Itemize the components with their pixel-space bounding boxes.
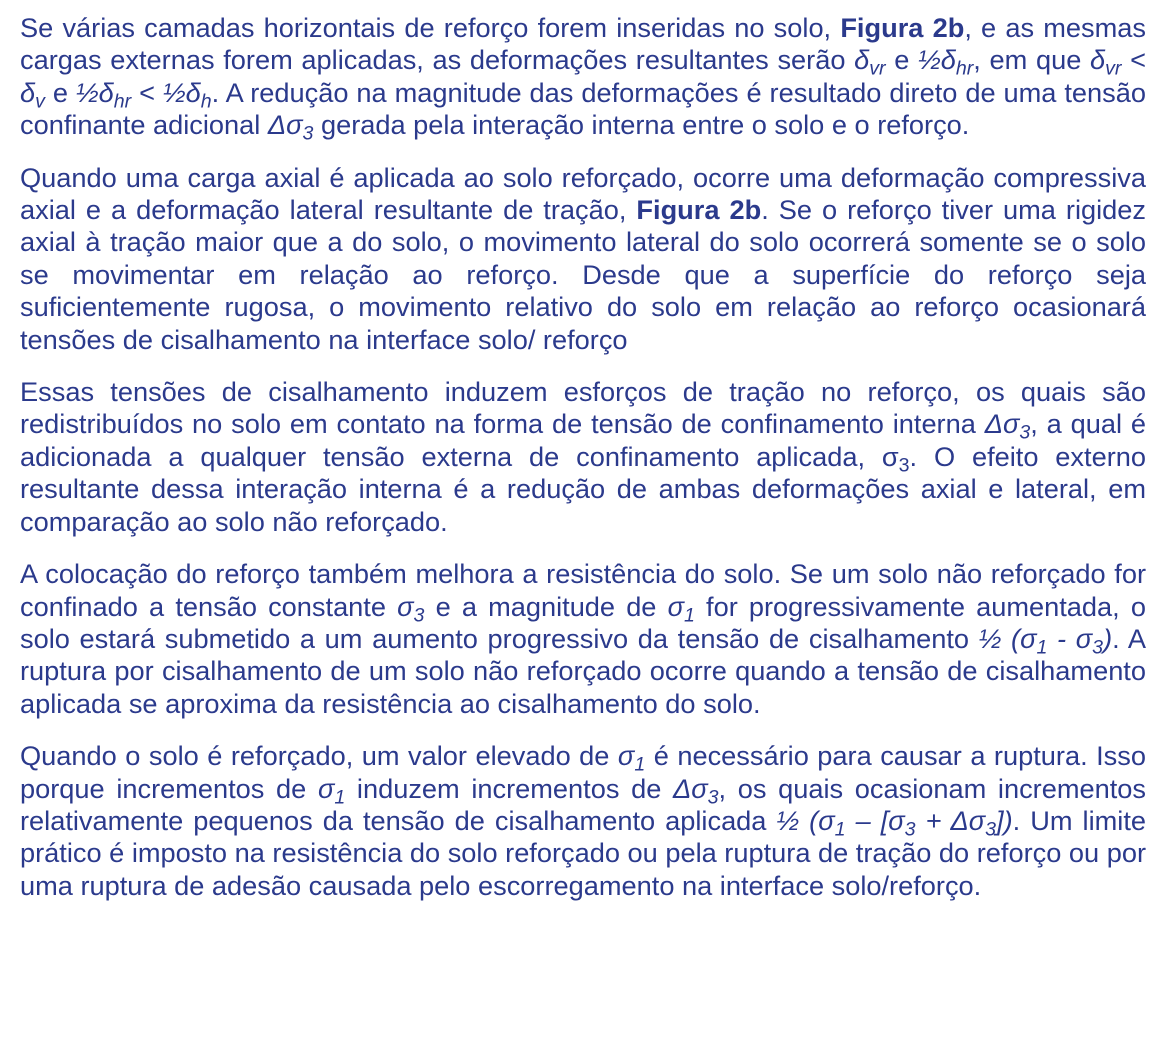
text-run: . O efeito externo resultante dessa interação interna é a redução de ambas deformações axial e lateral, em comparação ao solo não reforçado. (20, 440, 1146, 537)
math-sigma-1: $\sigma_1$ (617, 740, 646, 776)
text-run: é necessário para causar a ruptura. Isso porque incrementos de (20, 740, 1146, 804)
text-run: e a magnitude de (424, 590, 668, 622)
text-run: . A redução na magnitude das deformações é resultado direto de uma tensão confinante adicional (20, 76, 1146, 141)
math-sigma-1: $\sigma_1$ (667, 590, 695, 626)
figure-reference: Figura 2b (840, 12, 965, 43)
text-run: Se várias camadas horizontais de reforço forem inseridas no solo, (20, 12, 841, 43)
text-run: , a qual é adicionada a qualquer tensão externa de confinamento aplicada, (20, 408, 1147, 472)
text-run: . Um limite prático é imposto na resistência do solo reforçado ou pela ruptura de tração do reforço ou por uma ruptura de adesão causada pelo escorregamento na interface solo/reforço. (20, 804, 1146, 901)
text-run: . A ruptura por cisalhamento de um solo não reforçado ocorre quando a tensão de cisalhamento aplicada se aproxima da resistência ao cisalhamento do solo. (20, 622, 1146, 719)
text-run: , em que (973, 44, 1091, 76)
math-half-sigma-expression: ½ $(\sigma_1 - [\sigma_3 + \Delta\sigma_3])$ (776, 804, 1013, 841)
text-run: for progressivamente aumentada, o solo estará submetido a um aumento progressivo da tensão de cisalhamento (20, 590, 1146, 654)
math-delta-sigma-3: $\Delta\sigma_3$ (673, 772, 719, 808)
math-half-delta-hr: $\frac{1}{2}\delta_{hr}$ (918, 44, 974, 80)
paragraph-5 (20, 740, 1146, 902)
text-run: Quando uma carga axial é aplicada ao solo reforçado, ocorre uma deformação compressiva axial e a deformação lateral resultante de tração, (20, 161, 1146, 226)
text-run: e (44, 76, 76, 108)
text-run: . Se o reforço tiver uma rigidez axial à tração maior que a do solo, o movimento lateral do solo ocorrerá somente se o solo se movimentar em relação ao reforço. Desde que a superfície do reforço seja suficientemente rugosa, o movimento relativo do solo em relação ao reforço ocasionará tensões de cisalhamento na interface solo/ reforço (20, 194, 1146, 355)
math-delta-vr: $\delta_{vr}$ (1090, 44, 1122, 80)
paragraph-1 (20, 12, 1147, 145)
math-delta-sigma-3: $\Delta\sigma_3$ (267, 109, 314, 145)
text-run: < (1121, 44, 1147, 76)
text-run: gerada pela interação interna entre o solo e o reforço. (313, 109, 970, 141)
text-run: , os quais ocasionam incrementos relativamente pequenos da tensão de cisalhamento aplicada (20, 772, 1146, 836)
math-sigma-3: $\sigma_3$ (397, 590, 425, 626)
paragraph-3 (20, 376, 1146, 538)
math-delta-v: $\delta_v$ (20, 76, 45, 113)
math-sigma-3: $\sigma_3$ (881, 440, 910, 477)
text-run: e (885, 44, 919, 76)
text-run: Essas tensões de cisalhamento induzem esforços de tração no reforço, os quais são redistribuídos no solo em contato na forma de tensão de confinamento interna (20, 376, 1146, 440)
math-sigma-1: $\sigma_1$ (317, 772, 346, 808)
paragraph-2 (20, 162, 1146, 356)
math-half-delta-hr: $\frac{1}{2}\delta_{hr}$ (75, 76, 132, 113)
text-run: A colocação do reforço também melhora a resistência do solo. Se um solo não reforçado for confinado a tensão constante (20, 558, 1146, 622)
math-delta-sigma-3: $\Delta\sigma_3$ (984, 408, 1031, 444)
text-run: < (131, 76, 163, 108)
math-delta-vr: $\delta_{vr}$ (854, 44, 886, 80)
figure-reference: Figura 2b (636, 194, 762, 226)
math-half-delta-h: $\frac{1}{2}\delta_h$ (162, 76, 212, 113)
math-half-sigma-diff: ½ $(\sigma_1 - \sigma_3)$ (978, 622, 1113, 659)
paragraph-4 (20, 558, 1146, 720)
text-run: Quando o solo é reforçado, um valor elevado de (20, 740, 618, 772)
text-run: , e as mesmas cargas externas forem aplicadas, as deformações resultantes serão (20, 12, 1146, 76)
text-run: induzem incrementos de (345, 772, 673, 804)
